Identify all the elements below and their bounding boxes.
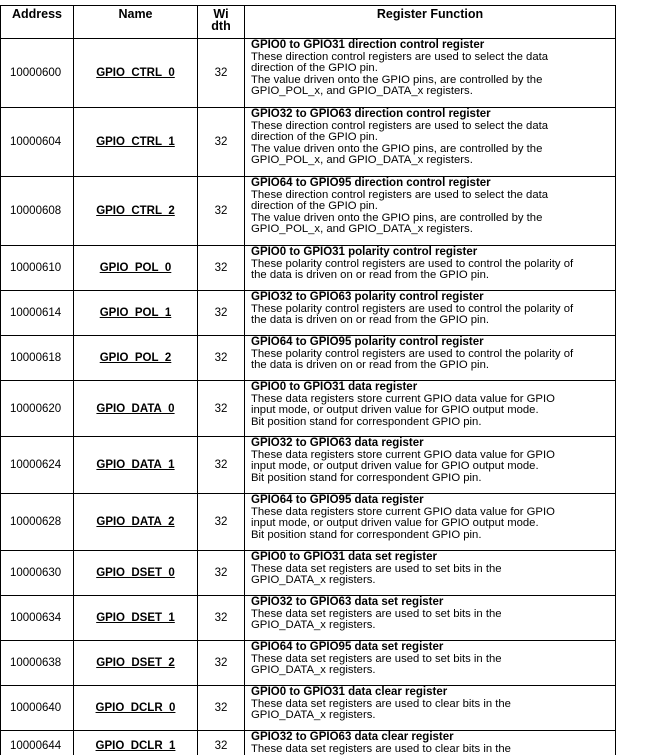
register-function-description: These data registers store current GPIO data value for GPIO input mode, or output driven value for GPIO output mode. Bit position stand for correspondent GPIO pin. <box>251 392 555 428</box>
register-address: 10000638 <box>1 641 74 686</box>
table-row <box>1 39 616 108</box>
table-header-row <box>1 6 616 39</box>
register-name-link[interactable]: GPIO_DSET_0 <box>74 551 198 596</box>
register-width: 32 <box>198 596 245 641</box>
register-name-link[interactable]: GPIO_DCLR_0 <box>74 686 198 731</box>
register-function <box>245 246 616 291</box>
register-function-title: GPIO64 to GPIO95 direction control register <box>251 177 491 189</box>
register-function-title: GPIO32 to GPIO63 direction control register <box>251 108 491 120</box>
register-address: 10000640 <box>1 686 74 731</box>
register-function-description: These data set registers are used to clear bits in the GPIO_DATA_x registers. <box>251 697 511 721</box>
register-address: 10000644 <box>1 731 74 755</box>
register-function-description: These direction control registers are used to select the data direction of the GPIO pin. The value driven onto the GPIO pins, are controlled by the GPIO_POL_x, and GPIO_DATA_x registers. <box>251 119 549 166</box>
register-width: 32 <box>198 246 245 291</box>
register-name-link[interactable]: GPIO_POL_0 <box>74 246 198 291</box>
register-address: 10000608 <box>1 177 74 246</box>
register-width: 32 <box>198 381 245 437</box>
table-row <box>1 291 616 336</box>
register-function-description: These polarity control registers are used to control the polarity of the data is driven on or read from the GPIO pin. <box>251 347 574 371</box>
register-function-title: GPIO64 to GPIO95 polarity control register <box>251 336 484 348</box>
register-function-description: These data set registers are used to set bits in the GPIO_DATA_x registers. <box>251 607 502 631</box>
register-function-title: GPIO32 to GPIO63 data clear register <box>251 731 454 743</box>
table-row <box>1 596 616 641</box>
table-row <box>1 246 616 291</box>
table-row <box>1 108 616 177</box>
register-function <box>245 108 616 177</box>
register-function <box>245 641 616 686</box>
register-width: 32 <box>198 437 245 494</box>
register-width: 32 <box>198 291 245 336</box>
register-function <box>245 336 616 381</box>
table-row <box>1 641 616 686</box>
header-width <box>198 6 245 39</box>
register-width: 32 <box>198 686 245 731</box>
register-function-title: GPIO0 to GPIO31 data set register <box>251 551 437 563</box>
register-function <box>245 551 616 596</box>
header-address: Address <box>1 6 74 39</box>
register-function <box>245 177 616 246</box>
register-name-link[interactable]: GPIO_DSET_2 <box>74 641 198 686</box>
register-width: 32 <box>198 731 245 755</box>
register-address: 10000600 <box>1 39 74 108</box>
register-function-description: These direction control registers are used to select the data direction of the GPIO pin. The value driven onto the GPIO pins, are controlled by the GPIO_POL_x, and GPIO_DATA_x registers. <box>251 188 549 235</box>
register-width: 32 <box>198 641 245 686</box>
register-width: 32 <box>198 336 245 381</box>
register-function <box>245 291 616 336</box>
register-function-description: These polarity control registers are used to control the polarity of the data is driven on or read from the GPIO pin. <box>251 302 574 326</box>
table-row <box>1 381 616 437</box>
table-body <box>1 39 616 755</box>
register-function-description: These direction control registers are used to select the data direction of the GPIO pin. The value driven onto the GPIO pins, are controlled by the GPIO_POL_x, and GPIO_DATA_x registers. <box>251 50 549 97</box>
register-function-title: GPIO32 to GPIO63 polarity control register <box>251 291 484 303</box>
register-address: 10000614 <box>1 291 74 336</box>
register-table <box>0 5 616 755</box>
register-name-link[interactable]: GPIO_DATA_1 <box>74 437 198 494</box>
table-row <box>1 177 616 246</box>
register-width: 32 <box>198 551 245 596</box>
table-row <box>1 686 616 731</box>
table-row <box>1 494 616 551</box>
register-function <box>245 437 616 494</box>
register-width: 32 <box>198 494 245 551</box>
register-function <box>245 686 616 731</box>
register-function <box>245 596 616 641</box>
header-register-function: Register Function <box>245 6 616 39</box>
header-width-label: Width <box>211 7 231 33</box>
register-function <box>245 494 616 551</box>
table-row <box>1 336 616 381</box>
register-function-title: GPIO0 to GPIO31 direction control register <box>251 39 485 51</box>
register-function-description: These data set registers are used to clear bits in the <box>251 742 511 755</box>
register-function-title: GPIO64 to GPIO95 data set register <box>251 641 444 653</box>
register-address: 10000634 <box>1 596 74 641</box>
table-row <box>1 731 616 755</box>
register-address: 10000618 <box>1 336 74 381</box>
table-row <box>1 551 616 596</box>
register-width: 32 <box>198 39 245 108</box>
header-name: Name <box>74 6 198 39</box>
table-row <box>1 437 616 494</box>
register-function <box>245 39 616 108</box>
register-address: 10000628 <box>1 494 74 551</box>
register-function-description: These data set registers are used to set bits in the GPIO_DATA_x registers. <box>251 652 502 676</box>
register-name-link[interactable]: GPIO_CTRL_1 <box>74 108 198 177</box>
register-address: 10000604 <box>1 108 74 177</box>
register-function-title: GPIO64 to GPIO95 data register <box>251 494 424 506</box>
register-function-title: GPIO0 to GPIO31 data clear register <box>251 686 448 698</box>
register-name-link[interactable]: GPIO_POL_1 <box>74 291 198 336</box>
register-name-link[interactable]: GPIO_CTRL_0 <box>74 39 198 108</box>
register-name-link[interactable]: GPIO_DATA_2 <box>74 494 198 551</box>
register-function-title: GPIO32 to GPIO63 data register <box>251 437 424 449</box>
register-name-link[interactable]: GPIO_DSET_1 <box>74 596 198 641</box>
register-function-title: GPIO0 to GPIO31 polarity control register <box>251 246 478 258</box>
register-width: 32 <box>198 108 245 177</box>
register-address: 10000630 <box>1 551 74 596</box>
register-function <box>245 381 616 437</box>
register-name-link[interactable]: GPIO_DATA_0 <box>74 381 198 437</box>
register-width: 32 <box>198 177 245 246</box>
register-function-title: GPIO32 to GPIO63 data set register <box>251 596 444 608</box>
register-address: 10000620 <box>1 381 74 437</box>
register-function-description: These data registers store current GPIO data value for GPIO input mode, or output driven value for GPIO output mode. Bit position stand for correspondent GPIO pin. <box>251 448 555 484</box>
register-function-description: These polarity control registers are used to control the polarity of the data is driven on or read from the GPIO pin. <box>251 257 574 281</box>
register-function-description: These data set registers are used to set bits in the GPIO_DATA_x registers. <box>251 562 502 586</box>
register-function <box>245 731 616 755</box>
register-name-link[interactable]: GPIO_POL_2 <box>74 336 198 381</box>
register-address: 10000610 <box>1 246 74 291</box>
register-name-link[interactable]: GPIO_CTRL_2 <box>74 177 198 246</box>
register-name-link[interactable]: GPIO_DCLR_1 <box>74 731 198 755</box>
register-function-title: GPIO0 to GPIO31 data register <box>251 381 418 393</box>
register-address: 10000624 <box>1 437 74 494</box>
register-function-description: These data registers store current GPIO data value for GPIO input mode, or output driven value for GPIO output mode. Bit position stand for correspondent GPIO pin. <box>251 505 555 541</box>
